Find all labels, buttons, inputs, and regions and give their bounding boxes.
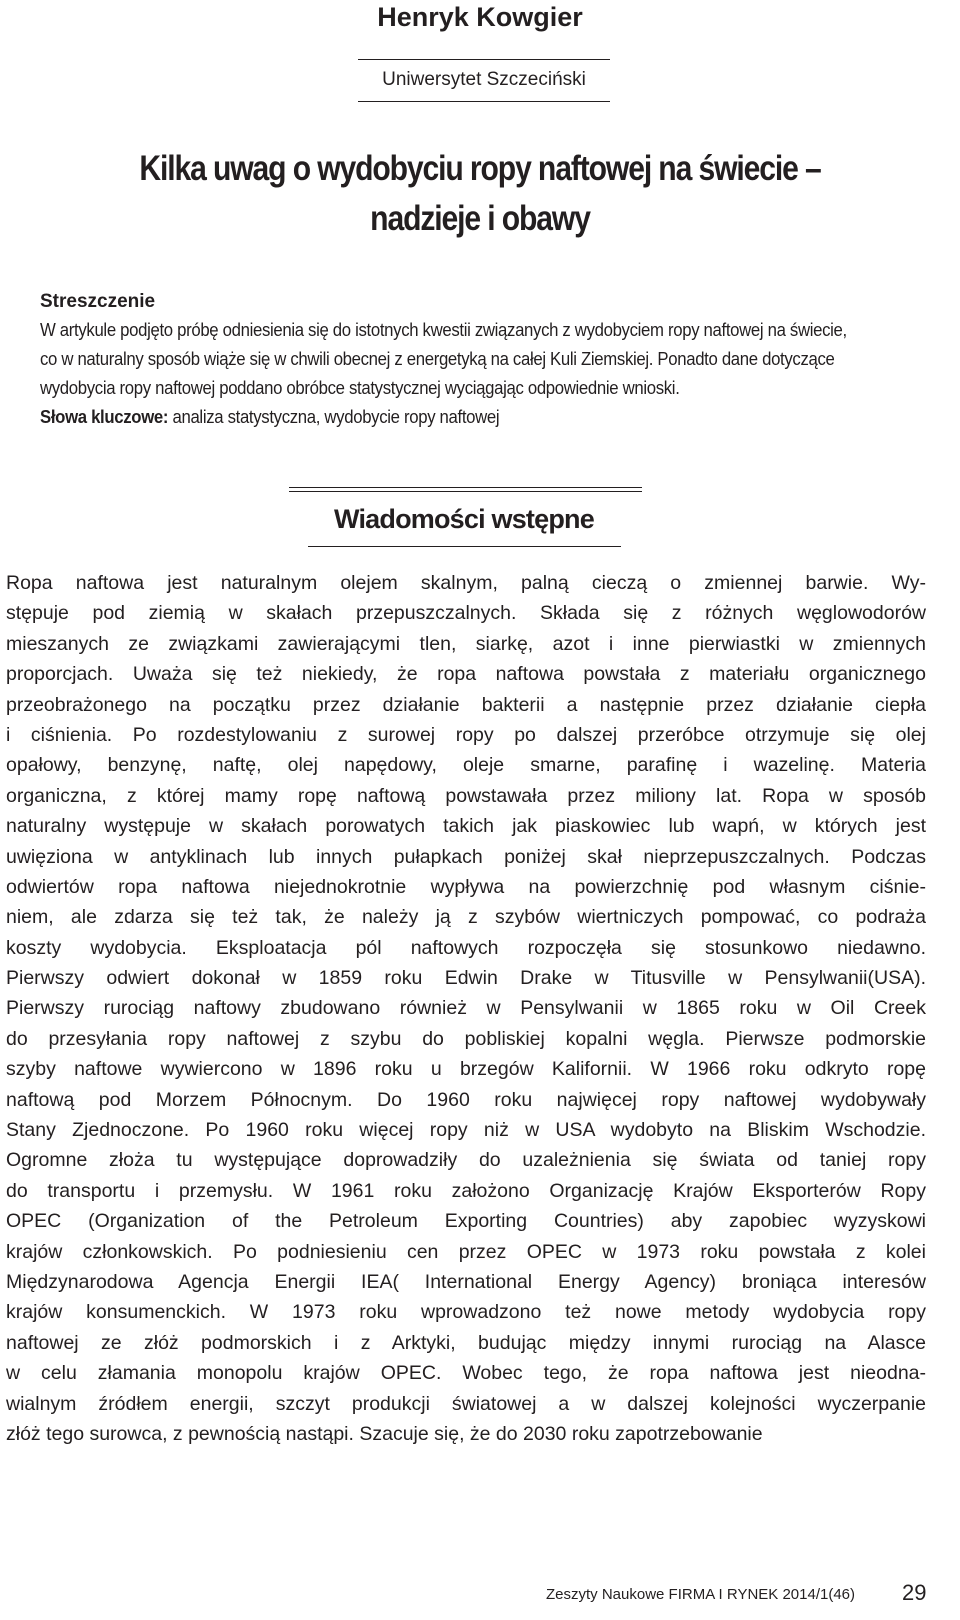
body-line: Międzynarodowa Agencja Energii IEA( International Energy Agency) broniąca interesów: [6, 1270, 926, 1293]
body-line: i ciśnienia. Po rozdestylowaniu z surowej ropy po dalszej przeróbce otrzymuje się olej: [6, 723, 926, 746]
body-line: odwiertów ropa naftowa niejednokrotnie wypływa na powierzchnię pod własnym ciśnie-: [6, 875, 926, 898]
section-heading: Wiadomości wstępne: [334, 504, 594, 534]
body-line: OPEC (Organization of the Petroleum Exporting Countries) aby zapobiec wyzyskowi: [6, 1210, 926, 1233]
journal-footer: Zeszyty Naukowe FIRMA I RYNEK 2014/1(46): [546, 1586, 856, 1603]
section-double-rule-bottom: [289, 491, 642, 492]
body-line: szyby naftowe wywiercono w 1896 roku u brzegów Kalifornii. W 1966 roku odkryto ropę: [6, 1058, 926, 1081]
article-title: [67, 144, 893, 244]
article-title-line-2: nadzieje i obawy: [370, 199, 590, 238]
abstract: [40, 287, 930, 432]
body-line: stępuje pod ziemią w skałach przepuszczalnych. Składa się z różnych węglowodorów: [6, 602, 926, 625]
section-double-rule-top: [289, 487, 642, 488]
body-line: Ropa naftowa jest naturalnym olejem skalnym, palną cieczą o zmiennej barwie. Wy-: [6, 572, 926, 594]
body-line: opałowy, benzynę, naftę, olej napędowy, oleje smarne, parafinę i wazelinę. Materia: [6, 754, 926, 777]
keywords-text: analiza statystyczna, wydobycie ropy naftowej: [168, 407, 500, 427]
body-line: wialnym źródłem energii, szczyt produkcji światowej a w dalszej kolejności wyczerpanie: [6, 1392, 926, 1415]
body-line: proporcjach. Uważa się też niekiedy, że ropa naftowa powstała z materiału organicznego: [6, 663, 926, 686]
body-line: niem, ale zdarza się też tak, że należy ją z szybów wiertniczych pompować, co podraża: [6, 906, 926, 929]
body-line: Pierwszy odwiert dokonał w 1859 roku Edwin Drake w Titusville w Pensylwanii(USA).: [6, 967, 926, 990]
body-line: krajów członkowskich. Po podniesieniu cen przez OPEC w 1973 roku powstała z kolei: [6, 1240, 926, 1263]
section-underline-rule: [308, 546, 621, 547]
body-line: Ogromne złoża tu występujące doprowadziły do uzależnienia się świata od taniej ropy: [6, 1149, 926, 1172]
affiliation-bottom-rule: [358, 101, 610, 102]
author-name: Henryk Kowgier: [377, 2, 583, 32]
body-line: do przesyłania ropy naftowej z szybu do pobliskiej kopalni węgla. Pierwsze podmorskie: [6, 1027, 926, 1050]
body-line: Pierwszy rurociąg naftowy zbudowano również w Pensylwanii w 1865 roku w Oil Creek: [6, 997, 926, 1020]
body-line: w celu złamania monopolu krajów OPEC. Wobec tego, że ropa naftowa jest nieodna-: [6, 1362, 926, 1385]
body-line: przeobrażonego na początku przez działanie bakterii a następnie przez działanie ciepła: [6, 693, 926, 716]
body-line: mieszanych ze związkami zawierającymi tlen, siarkę, azot i inne pierwiastki w zmiennych: [6, 632, 926, 655]
author-affiliation: Uniwersytet Szczeciński: [382, 69, 586, 90]
body-line: naftowej ze złóż podmorskich i z Arktyki, budując między innymi rurociąg na Alasce: [6, 1331, 926, 1354]
abstract-heading: Streszczenie: [40, 291, 156, 312]
body-line: złóż tego surowca, z pewnością nastąpi. Szacuje się, że do 2030 roku zapotrzebowanie: [6, 1422, 763, 1445]
body-line: Stany Zjednoczone. Po 1960 roku więcej ropy niż w USA wydobyto na Bliskim Wschodzie.: [6, 1119, 926, 1142]
keywords-line: [40, 403, 868, 432]
affiliation-top-rule: [358, 59, 610, 60]
keywords-label: Słowa kluczowe:: [40, 407, 169, 427]
abstract-line: W artykule podjęto próbę odniesienia się do istotnych kwestii związanych z wydobyciem ropy naftowej na świecie,: [40, 320, 847, 340]
body-line: naturalny występuje w skałach porowatych takich jak piaskowiec lub wapń, w których jest: [6, 815, 926, 838]
body-line: naftową pod Morzem Północnym. Do 1960 roku najwięcej ropy naftowej wydobywały: [6, 1088, 926, 1111]
abstract-line: wydobycia ropy naftowej poddano obróbce statystycznej wyciągając odpowiednie wnioski.: [40, 378, 680, 398]
body-line: krajów konsumenckich. W 1973 roku wprowadzono też nowe metody wydobycia ropy: [6, 1301, 926, 1324]
article-title-line-1: Kilka uwag o wydobyciu ropy naftowej na świecie –: [139, 149, 821, 188]
body-line: uwięziona w antyklinach lub innych pułapkach poniżej skał nieprzepuszczalnych. Podczas: [6, 845, 926, 868]
abstract-line: co w naturalny sposób wiąże się w chwili obecnej z energetyką na całej Kuli Ziemskiej. Ponadto dane dotyczące: [40, 349, 835, 369]
body-line: koszty wydobycia. Eksploatacja pól naftowych rozpoczęła się stosunkowo niedawno.: [6, 936, 926, 959]
body-line: do transportu i przemysłu. W 1961 roku założono Organizację Krajów Eksporterów Ropy: [6, 1179, 926, 1202]
page-number: 29: [902, 1580, 927, 1605]
body-text: [6, 568, 926, 1449]
body-line: organiczna, z której mamy ropę naftową powstawała przez miliony lat. Ropa w sposób: [6, 784, 926, 807]
